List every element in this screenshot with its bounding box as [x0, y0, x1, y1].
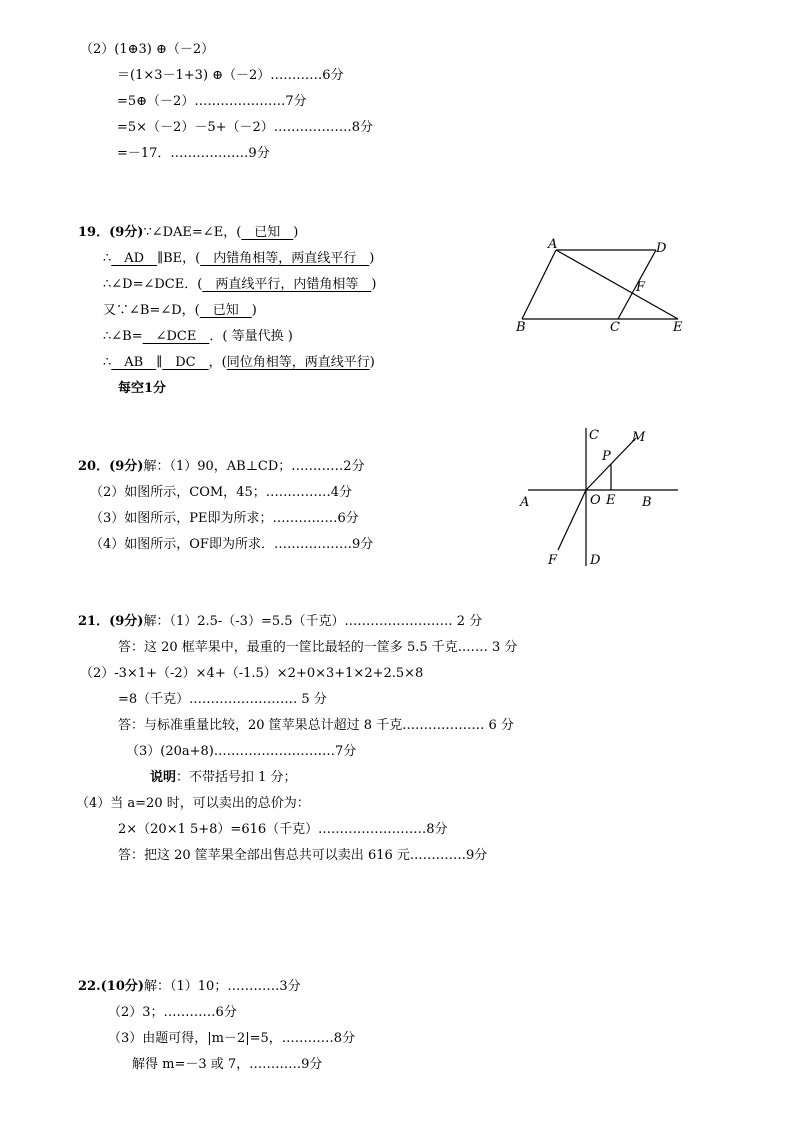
segment-ab: [522, 250, 556, 319]
label-b: B: [516, 320, 526, 335]
label-p: P: [602, 449, 611, 464]
q22-line-4: 解得 m=－3 或 7，…………9分: [132, 1057, 323, 1072]
label-c: C: [610, 320, 620, 335]
q22-heading: 22.(10分): [78, 979, 145, 994]
q22-line-3: （3）由题可得，|m－2|=5，…………8分: [108, 1031, 356, 1046]
q19-blank: 同位角相等，两直线平行: [226, 355, 370, 370]
q21-line-2: 答：这 20 框苹果中，最重的一筐比最轻的一筐多 5.5 千克.…… 3 分: [118, 640, 518, 655]
label-f: F: [636, 280, 646, 295]
label-a: A: [520, 495, 530, 510]
label-e: E: [606, 493, 616, 508]
q21-line-10: 答：把这 20 筐苹果全部出售总共可以卖出 616 元.…………9分: [118, 848, 488, 863]
q21-line-1: 21．(9分)解：（1）2.5-（-3）=5.5（千克）.…………………… 2 分: [78, 614, 483, 629]
label-o: O: [590, 493, 601, 508]
q19-heading: 19．(9分): [78, 225, 144, 240]
q19-blank: 两直线平行，内错角相等: [202, 277, 372, 292]
q20-line-1: 20．(9分)解：（1）90，AB⊥CD；…………2分: [78, 459, 365, 474]
q20-heading: 20．(9分): [78, 459, 144, 474]
q20-line-2: （2）如图所示，COM，45；……………4分: [90, 485, 352, 500]
q19-scoring-note: 每空1分: [118, 381, 167, 396]
ray-of: [558, 490, 586, 550]
label-f: F: [548, 553, 558, 568]
q18-step-1: ＝(1×3－1+3) ⊕（－2）…………6分: [117, 68, 344, 83]
q21-line-5: 答：与标准重量比较，20 筐苹果总计超过 8 千克.……………… 6 分: [118, 718, 514, 733]
q19-line-3: ∴∠D=∠DCE．( 两直线平行，内错角相等 ): [103, 277, 377, 292]
q18-step-4: =－17．………………9分: [117, 146, 270, 161]
q19-line-4: 又∵∠B=∠D，( 已知 ): [103, 303, 257, 318]
q21-line-8: （4）当 a=20 时，可以卖出的总价为：: [76, 796, 310, 811]
q19-line-5: ∴∠B= ∠DCE ．( 等量代换 ): [103, 329, 293, 344]
q20-figure: [514, 424, 694, 574]
q19-line-2: ∴ AD ∥BE，( 内错角相等，两直线平行 ): [103, 251, 375, 266]
label-d: D: [656, 241, 667, 256]
q19-blank: 已知: [241, 225, 294, 240]
q21-line-4: =8（千克）.…………………… 5 分: [118, 692, 327, 707]
q19-blank: AB: [111, 355, 157, 370]
q19-blank: 内错角相等，两直线平行: [200, 251, 370, 266]
segment-ae: [556, 250, 678, 319]
label-a: A: [548, 237, 558, 252]
q21-line-6: （3）(20a+8).………………………7分: [126, 744, 357, 759]
q22-line-2: （2）3；…………6分: [108, 1005, 237, 1020]
q21-heading: 21．(9分): [78, 614, 144, 629]
q18-step-0: （2）(1⊕3) ⊕（－2）: [80, 42, 215, 57]
q19-blank: AD: [111, 251, 158, 266]
label-e: E: [673, 320, 683, 335]
q19-figure: [510, 234, 710, 344]
label-m: M: [632, 430, 646, 445]
label-d: D: [590, 553, 601, 568]
label-b: B: [642, 495, 652, 510]
label-c: C: [589, 428, 599, 443]
q21-line-9: 2×（20×1 5+8）=616（千克）.……………………8分: [118, 822, 448, 837]
q19-line-1: 19．(9分)∵∠DAE=∠E，( 已知 ): [78, 225, 299, 240]
q21-line-3: （2）-3×1+（-2）×4+（-1.5）×2+0×3+1×2+2.5×8: [80, 666, 424, 681]
q18-step-2: =5⊕（－2）…………………7分: [117, 94, 307, 109]
q19-line-6: ∴ AB ∥ DC ，(同位角相等，两直线平行): [103, 355, 375, 370]
q22-line-1: 22.(10分)解：（1）10；…………3分: [78, 979, 301, 994]
q19-blank: 已知: [199, 303, 252, 318]
q19-blank: DC: [162, 355, 209, 370]
q21-note: 说明：不带括号扣 1 分；: [150, 770, 297, 785]
q20-line-3: （3）如图所示，PE即为所求；……………6分: [90, 511, 359, 526]
q19-blank: ∠DCE: [142, 329, 210, 344]
q18-step-3: =5×（－2）－5+（－2）………………8分: [117, 120, 374, 135]
q20-line-4: （4）如图所示，OF即为所求．………………9分: [90, 537, 374, 552]
